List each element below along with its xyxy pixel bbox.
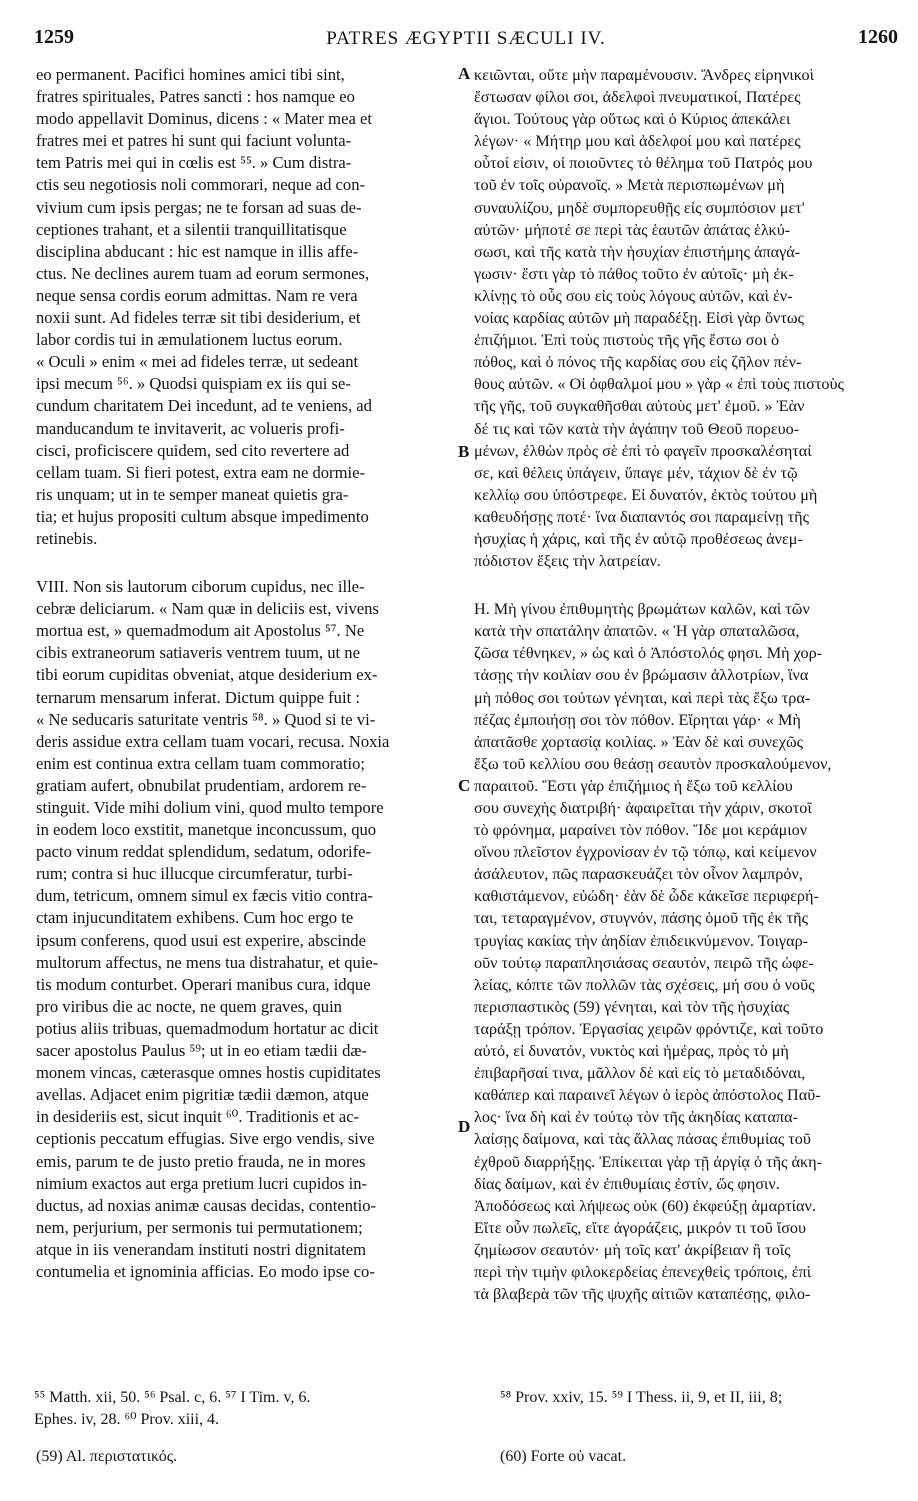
text-line: ipsum conferens, quod usui est experire, abscinde (36, 930, 366, 950)
text-line: avellas. Adjacet enim pigritiæ tædii dæmon, atque (36, 1085, 369, 1105)
text-line: αὐτό, εἰ δυνατόν, νυκτὸς καὶ ἡμέρας, πρὸς τὸ μὴ (474, 1042, 789, 1061)
text-line: neque sensa cordis eorum admittas. Nam re vera (36, 285, 358, 305)
text-line: cibis extraneorum satiaveris ventrem tuum, ut ne (36, 643, 360, 663)
latin-column (36, 64, 454, 1283)
text-line: σωσι, καὶ τῆς κατὰ τὴν ἡσυχίαν ἐπιστήμης ἀπαγά- (474, 242, 801, 261)
text-line: noxii sunt. Ad fideles terræ sit tibi desiderium, et (36, 308, 361, 328)
text-line: ζῶσα τέθνηκεν, » ὡς καὶ ὁ Ἀπόστολός φησι. Μὴ χορ- (474, 644, 823, 663)
text-line: in eodem loco exstitit, manetque inconcussum, quo (36, 820, 377, 840)
text-line: in desideriis est, sicut inquit ⁶⁰. Traditionis et ac- (36, 1107, 360, 1127)
text-line: κειῶνται, οὔτε μὴν παραμένουσιν. Ἄνδρες εἰρηνικοὶ (474, 66, 815, 84)
text-line: eo permanent. Pacifici homines amici tibi sint, (36, 65, 345, 84)
text-line: retinebis. (36, 528, 98, 548)
text-line: λείας, κόπτε τῶν πολλῶν τὰς σχέσεις, μή σου ὁ νοῦς (474, 975, 815, 994)
text-line: ductus, ad noxias animæ causas decidas, contentio- (36, 1195, 377, 1215)
text-line: πόθος, καὶ ὁ πόνος τῆς καρδίας σου εἰς ζῆλον πέν- (474, 353, 802, 372)
margin-letter-d: D (458, 1117, 471, 1136)
text-line: VIII. Non sis lautorum ciborum cupidus, nec ille- (36, 577, 365, 597)
running-title: PATRES ÆGYPTII SÆCULI IV. (326, 28, 606, 49)
text-line: vivium cum ipsis pergas; ne te forsan ad suas de- (36, 197, 362, 217)
footnotes-left (34, 1387, 458, 1431)
text-line: Η. Μὴ γίνου ἐπιθυμητὴς βρωμάτων καλῶν, καὶ τῶν (474, 600, 810, 619)
text-line: ἔξω τοῦ κελλίου σου θεάσῃ σεαυτὸν προσκαλούμενον, (474, 754, 832, 773)
variant-note-right: (60) Forte οὐ vacat. (500, 1448, 627, 1465)
page-number-left: 1259 (34, 26, 74, 48)
text-line: disciplina abducant : hic est namque in illis affe- (36, 241, 359, 261)
text-line: λος· ἵνα δὴ καὶ ἐν τούτῳ τὸν τῆς ἀκηδίας καταπα- (474, 1108, 798, 1127)
text-line: nem, perjurium, per sermonis tui permutationem; (36, 1217, 363, 1237)
page-number-right: 1260 (858, 26, 898, 48)
text-line: rum; contra si huc illucque circumferatur, turbi- (36, 864, 353, 884)
text-line: gratiam aufert, obnubilat prudentiam, ardorem re- (36, 775, 367, 795)
text-line: dum, tetricum, omnem simul ex fæcis vitio contra- (36, 886, 373, 906)
text-line: tia; et hujus propositi cultum absque impedimento (36, 506, 369, 526)
text-line: pacto vinum reddat splendidum, sedatum, odorife- (36, 842, 372, 862)
text-line: καθάπερ καὶ παραινεῖ λέγων ὁ ἱερὸς ἀπόστολος Παῦ- (474, 1086, 821, 1105)
text-line: δίας δαίμων, καὶ ἐν ἐπιθυμίαις ἐστίν, ὥς φησιν. (474, 1174, 780, 1193)
text-line: θους αὐτῶν. « Οἱ ὀφθαλμοί μου » γὰρ « ἐπὶ τοὺς πιστοὺς (474, 375, 844, 394)
text-line: ταράξῃ τρόπον. Ἐργασίας χειρῶν φρόντιζε, καὶ τοῦτο (474, 1019, 824, 1038)
variant-note-left: (59) Al. περιστατικός. (36, 1448, 178, 1465)
text-line: deris assidue extra cellam tuam vocari, recusa. Noxia (36, 731, 390, 751)
text-line: enim est continua extra cellam tuam commoratio; (36, 753, 365, 773)
text-line: Ephes. iv, 28. ⁶⁰ Prov. xiii, 4. (34, 1411, 220, 1428)
text-line: τάσῃς τὴν κοιλίαν σου ἐν βρώμασιν ἀλλοτρίων, ἵνα (474, 666, 809, 685)
text-line: mortua est, » quemadmodum ait Apostolus ⁵⁷. Ne (36, 621, 365, 641)
text-line: πέζας ἐμποιήσῃ σοι τὸν πόθον. Εἴρηται γάρ· « Μὴ (474, 710, 801, 729)
text-line: κλίνῃς τὸ οὖς σου εἰς τοὺς λόγους αὐτῶν, καὶ ἐν- (474, 286, 793, 305)
text-line: fratres mei et patres hi sunt qui faciunt volunta- (36, 131, 352, 151)
text-line: λέγων· « Μήτηρ μου καὶ ἀδελφοί μου καὶ πατέρες (474, 132, 801, 151)
text-line: atque in iis venerandam instituti nostri dignitatem (36, 1239, 366, 1259)
text-line: ἐπιβαρῆσαί τινα, μᾶλλον δὲ καὶ εἰς τὸ μεταδιδόναι, (474, 1064, 806, 1083)
text-line: τοῦ ἐν τοῖς οὐρανοῖς. » Μετὰ περισπωμένων μὴ (474, 176, 785, 195)
text-line: ἡσυχίας ἡ χάρις, καὶ τῆς ἐν αὐτῷ προθέσεως ἀνεμ- (474, 529, 803, 548)
text-line: cundum charitatem Dei incedunt, ad te veniens, ad (36, 396, 372, 416)
text-line: περὶ τὴν τιμὴν φιλοκερδείας ἐπενεχθεὶς τρόποις, ἐπὶ (474, 1262, 812, 1281)
text-line: manducandum te invitaverit, ac volueris profi- (36, 418, 345, 438)
text-line: καθιστάμενον, εὐώδη· ἐὰν δὲ ὧδε κἀκεῖσε περιφερή- (474, 887, 819, 906)
text-line: contumelia et ignominia afficias. Eo modo ipse co- (36, 1261, 375, 1281)
text-line: emis, parum te de justo pretio frauda, ne in mores (36, 1151, 366, 1171)
text-line: ternarum mensarum inferat. Dictum quippe fuit : (36, 687, 360, 707)
text-line: ἀπατᾶσθε χορτασίᾳ κοιλίας. » Ἐὰν δὲ καὶ συνεχῶς (474, 732, 804, 751)
text-line: οὗτοί εἰσιν, οἱ ποιοῦντες τὸ θέλημα τοῦ Πατρός μου (474, 154, 813, 173)
text-line: ceptiones trahant, et a silentii tranquillitatisque (36, 219, 347, 239)
text-line: cebræ deliciarum. « Nam quæ in deliciis est, vivens (36, 599, 379, 619)
text-line: περισπαστικὸς (59) γένηται, καὶ τὸν τῆς ἡσυχίας (474, 997, 790, 1016)
text-line: οἴνου πλεῖστον ἐγχρονίσαν ἐν τῷ τόπῳ, καὶ κείμενον (474, 843, 817, 862)
text-line: modo appellavit Dominus, dicens : « Mater mea et (36, 109, 372, 129)
text-line: monem vincas, cæterasque omnes hostis cupiditates (36, 1063, 381, 1083)
text-line: παραιτοῦ. Ἔστι γὰρ ἐπιζήμιος ἡ ἔξω τοῦ κελλίου (474, 776, 793, 795)
text-line: stinguit. Vide mihi dolium vini, quod multo tempore (36, 798, 384, 817)
text-line: pro viribus die ac nocte, ne quem graves, quin (36, 996, 342, 1016)
text-line: πόδιστον ἕξεις τὴν λατρείαν. (474, 552, 661, 571)
text-line: ipsi mecum ⁵⁶. » Quodsi quispiam ex iis qui se- (36, 374, 351, 394)
text-line: ⁵⁵ Matth. xii, 50. ⁵⁶ Psal. c, 6. ⁵⁷ I Tim. v, 6. (34, 1389, 311, 1406)
text-line: κατὰ τὴν σπατάλην ἀπατῶν. « Ἡ γὰρ σπαταλῶσα, (474, 622, 800, 641)
text-line: μένων, ἐλθὼν πρὸς σὲ ἐπὶ τὸ φαγεῖν προσκαλέσηταί (474, 441, 812, 460)
text-line: δέ τις καὶ τῶν κατὰ τὴν ἀγάπην τοῦ Θεοῦ πορευο- (474, 419, 800, 438)
text-line: ctus. Ne declines aurem tuam ad eorum sermones, (36, 263, 370, 283)
paragraph-gap (474, 572, 908, 598)
text-line: ἐχθροῦ διαρρήξῃς. Ἐπίκειται γὰρ τῇ ἀργίᾳ ὁ τῆς ἀκη- (474, 1152, 823, 1171)
text-line: tibi eorum cupiditas obveniat, atque desiderium ex- (36, 665, 378, 685)
text-line: συναυλίζου, μηδὲ συμπορευθῇς εἰς συμπόσιον μετ' (474, 198, 805, 217)
text-line: σε, καὶ θέλεις ὑπάγειν, ὕπαγε μέν, τάχιον δὲ ἐν τῷ (474, 463, 798, 482)
text-line: μὴ πόθος σοι τούτων γένηται, καὶ περὶ τὰς ἔξω τρα- (474, 688, 811, 707)
text-line: οῦν τούτῳ παραπλησιάσας σεαυτόν, πειρῶ τῆς ὠφε- (474, 953, 814, 972)
text-line: αὐτῶν· μήποτέ σε περὶ τὰς ἑαυτῶν ἀπάτας ἑλκύ- (474, 220, 791, 239)
text-line: sacer apostolus Paulus ⁵⁹; ut in eo etiam tædii dæ- (36, 1041, 367, 1061)
text-line: ἐπιζήμιοι. Ἐπὶ τοὺς πιστοὺς τῆς γῆς ἔστω σοι ὁ (474, 331, 780, 350)
text-line: τὸ φρόνημα, μαραίνει τὸν πόθον. Ἴδε μοι κεράμιον (474, 821, 808, 840)
margin-letter-b: B (458, 442, 470, 461)
text-line: tis modum conturbet. Operari manibus cura, idque (36, 974, 371, 994)
greek-column (474, 64, 908, 1305)
text-line: σου συνεχὴς διατριβή· ἀφαιρεῖται τὴν χάριν, σκοτοῖ (474, 799, 812, 817)
text-line: Ἀποδόσεως καὶ λήψεως οὐκ (60) ἐκφεύξῃ ἁμαρτίαν. (474, 1196, 816, 1215)
text-line: νοίας καρδίας αὐτῶν μὴ παραδέξῃ. Εἰσὶ γὰρ ὄντως (474, 309, 804, 328)
text-line: καθευδήσῃς ποτέ· ἵνα διαπαντός σοι παραμείνῃ τῆς (474, 507, 809, 526)
text-line: ἀσάλευτον, πῶς παρασκευάζει τὸν οἶνον λαμπρόν, (474, 865, 803, 884)
text-line: ctam injucunditatem exhibens. Cum hoc ergo te (36, 908, 354, 928)
text-line: tem Patris mei qui in cœlis est ⁵⁵. » Cum distra- (36, 153, 352, 173)
text-line: ceptionis peccatum effugias. Sive ergo vendis, sive (36, 1129, 375, 1149)
paragraph-gap (36, 550, 454, 576)
text-line: potius aliis tribuas, quemadmodum hortatur ac dicit (36, 1018, 379, 1038)
text-line: fratres spirituales, Patres sancti : hos namque eo (36, 87, 355, 107)
text-line: ctis seu negotiosis noli commorari, neque ad con- (36, 175, 366, 195)
text-line: ἅγιοι. Τούτους γὰρ οὕτως καὶ ὁ Κύριος ἀπεκάλει (474, 110, 791, 129)
text-line: τὰ βλαβερὰ τῶν τῆς ψυχῆς αἰτιῶν καταπέσῃς, φιλο- (474, 1285, 811, 1304)
text-line: ται, τεταραγμένον, στυγνόν, πάσης ὁμοῦ τῆς ἐκ τῆς (474, 909, 809, 928)
text-line: multorum affectus, ne mens tua distrahatur, et quie- (36, 952, 379, 972)
text-line: « Ne seducaris saturitate ventris ⁵⁸. » Quod si te vi- (36, 709, 376, 729)
text-line: nimium exactos aut erga pretium lucri cupidos in- (36, 1173, 368, 1193)
text-line: ἔστωσαν φίλοι σοι, ἀδελφοὶ πνευματικοί, Πατέρες (474, 88, 801, 107)
text-line: τρυγίας κακίας τὴν ἀηδίαν ἐπιδεικνύμενον. Τοιγαρ- (474, 931, 809, 950)
text-line: κελλίῳ σου ὑπόστρεφε. Εἰ δυνατόν, ἐκτὸς τούτου μὴ (474, 485, 818, 504)
margin-letter-c: C (458, 776, 471, 795)
text-line: ⁵⁸ Prov. xxiv, 15. ⁵⁹ I Thess. ii, 9, et II, iii, 8; (500, 1389, 783, 1406)
text-line: γωσιν· ἔστι γὰρ τὸ πάθος τοῦτο ἐν αὐτοῖς· μὴ ἐκ- (474, 264, 794, 283)
text-line: cellam tuam. Si fieri potest, extra eam ne dormie- (36, 462, 365, 482)
text-line: ζημίωσον σεαυτόν· μὴ τοῖς κατ' ἀκρίβειαν ἢ τοῖς (474, 1240, 791, 1259)
margin-letter-a: A (458, 64, 471, 83)
text-line: λαίσῃς δαίμονα, καὶ τὰς ἄλλας πάσας ἐπιθυμίας τοῦ (474, 1130, 811, 1149)
text-line: cisci, proficiscere quidem, sed cito revertere ad (36, 440, 350, 460)
running-header (34, 26, 898, 62)
text-line: labor cordis tui in æmulationem luctus eorum. (36, 330, 343, 350)
text-line: ris unquam; ut in te semper maneat quietis gra- (36, 484, 349, 504)
text-line: Εἴτε οὖν πωλεῖς, εἴτε ἀγοράζεις, μικρόν τι τοῦ ἴσου (474, 1218, 807, 1237)
footnotes-right (500, 1387, 910, 1409)
text-line: τῆς γῆς, τοῦ συγκαθῆσθαι αὐτοὺς μετ' ἐμοῦ. » Ἐὰν (474, 397, 805, 416)
text-line: « Oculi » enim « mei ad fideles terræ, ut sedeant (36, 352, 359, 372)
